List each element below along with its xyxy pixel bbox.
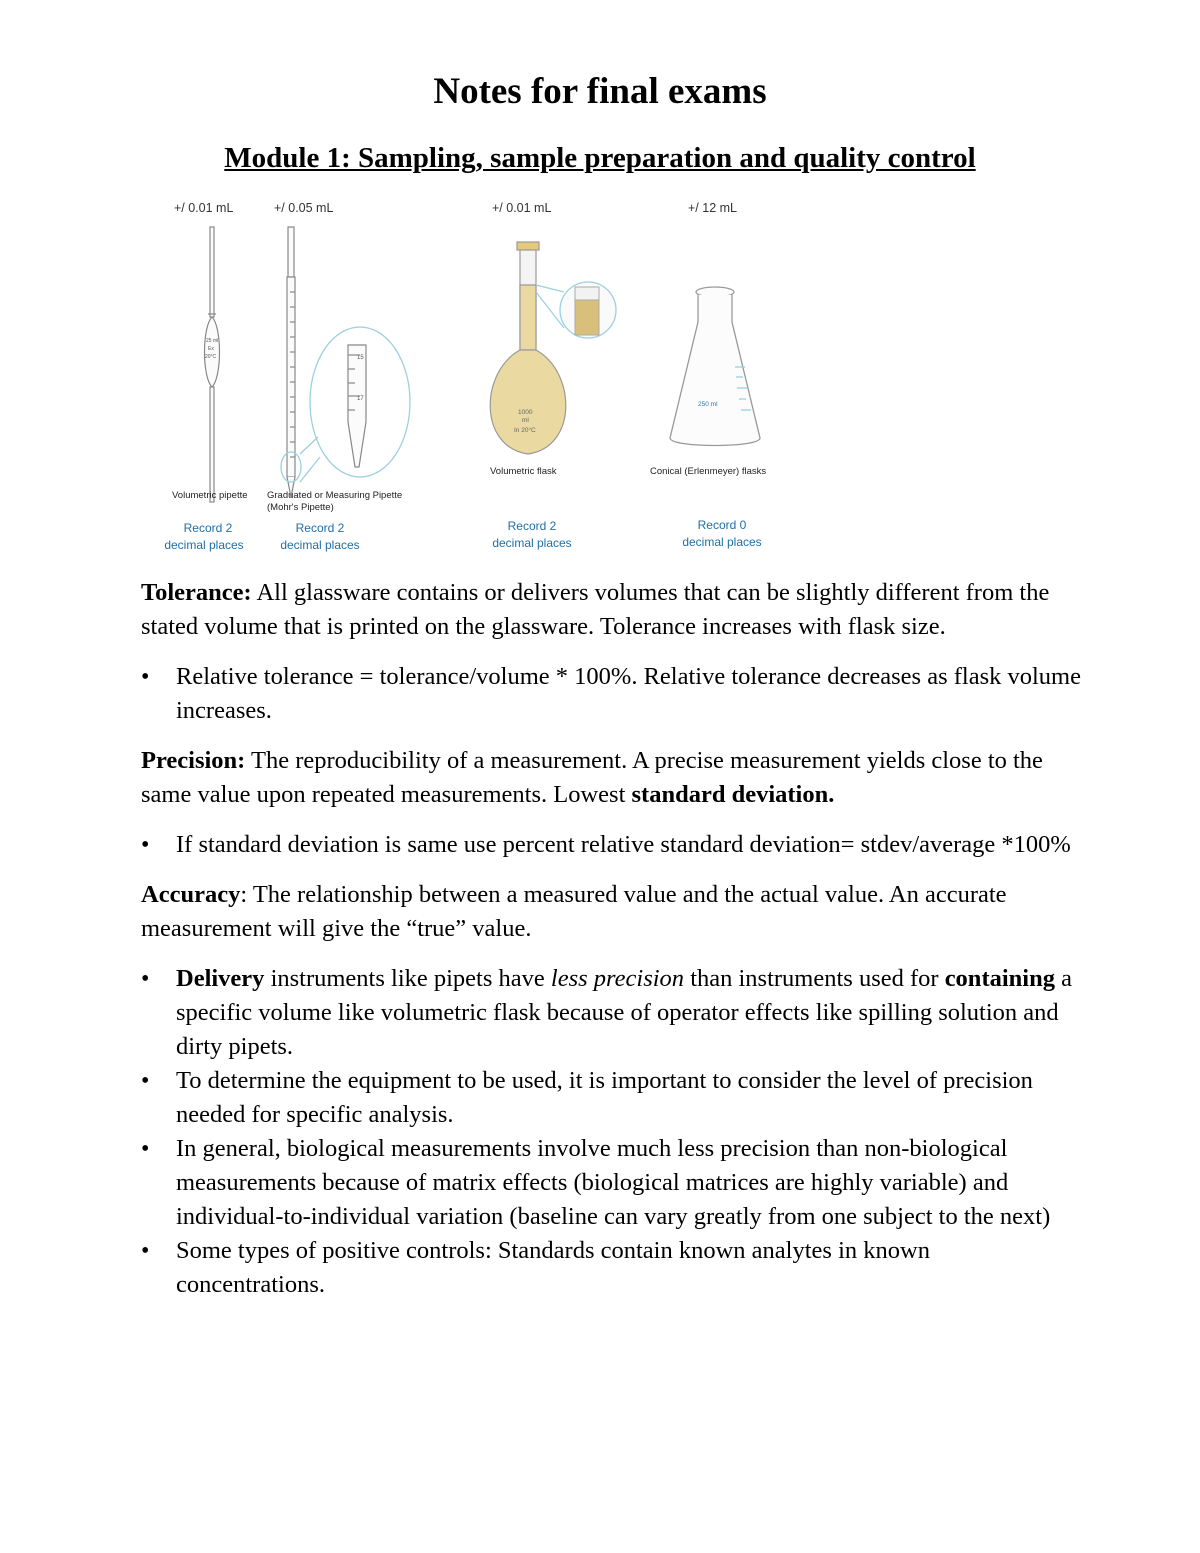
record-mohr: Record 2 <box>295 521 345 535</box>
record-pipette: Record 2 <box>183 521 233 535</box>
list-item: • In general, biological measurements involve much less precision than non-biological measurements because of matrix effects (biological matrices are highly variable) and individual-to-individual variation (baseline can vary greatly from one subject to the next) <box>141 1132 1081 1234</box>
pipette-bulb-label-3: 20°C <box>205 354 217 360</box>
list-item: • To determine the equipment to be used, it is important to consider the level of precision needed for specific analysis. <box>141 1064 1081 1132</box>
list-item: • Relative tolerance = tolerance/volume * 100%. Relative tolerance decreases as flask volume increases. <box>141 660 1081 728</box>
caption-mohr-pipette: Graduated or Measuring Pipette <box>267 490 403 501</box>
zoom-mark-17: 17 <box>357 396 364 402</box>
tolerance-term: Tolerance: <box>141 579 252 606</box>
mohr-zoom-circle <box>281 327 410 482</box>
precision-definition: The reproducibility of a measurement. A precise measurement yields close to the same value upon repeated measurements. Lowest <box>141 747 1043 808</box>
tolerance-label-pipette: +/ 0.01 mL <box>174 201 234 215</box>
tolerance-paragraph <box>141 576 1081 644</box>
flask-label-1: 1000 <box>518 409 533 416</box>
record-erlenmeyer-places: decimal places <box>682 535 762 549</box>
list-item <box>141 962 1081 1064</box>
precision-list <box>141 828 1081 862</box>
bullet-text: a specific volume like volumetric flask because of operator effects like spilling solution and dirty pipets. <box>176 965 1072 1060</box>
tolerance-label-volumetric-flask: +/ 0.01 mL <box>492 201 552 215</box>
pipette-bulb-label-1: 25 ml <box>206 338 219 344</box>
erlenmeyer-flask-drawing <box>670 287 760 446</box>
tolerance-label-mohr: +/ 0.05 mL <box>274 201 334 215</box>
precision-term: Precision: <box>141 747 246 774</box>
tolerance-list <box>141 660 1081 728</box>
record-pipette-places: decimal places <box>164 538 244 552</box>
accuracy-paragraph <box>141 878 1081 946</box>
record-erlenmeyer: Record 0 <box>697 518 747 532</box>
page-title: Notes for final exams <box>433 71 767 112</box>
accuracy-definition: : The relationship between a measured value and the actual value. An accurate measurement will give the “true” value. <box>141 881 1007 942</box>
accuracy-list <box>141 962 1081 1302</box>
tolerance-label-erlenmeyer: +/ 12 mL <box>688 201 737 215</box>
list-item: • If standard deviation is same use percent relative standard deviation= stdev/average *100% <box>141 828 1081 862</box>
tolerance-definition: All glassware contains or delivers volumes that can be slightly different from the stated volume that is printed on the glassware. Tolerance increases with flask size. <box>141 579 1050 640</box>
record-volumetric-flask-places: decimal places <box>492 536 572 550</box>
containing-term: containing <box>944 965 1055 992</box>
precision-paragraph <box>141 744 1081 812</box>
less-precision-term: less precision <box>550 965 685 992</box>
caption-mohr-pipette-2: (Mohr's Pipette) <box>267 502 334 513</box>
caption-volumetric-flask: Volumetric flask <box>490 466 557 477</box>
mohr-zoom-tube <box>348 345 366 467</box>
zoom-mark-15: 15 <box>357 355 364 361</box>
accuracy-term: Accuracy <box>141 881 241 908</box>
glassware-figure <box>150 192 870 562</box>
list-item: • Some types of positive controls: Standards contain known analytes in known concentrations. <box>141 1234 1081 1302</box>
volumetric-pipette-drawing <box>205 227 220 502</box>
record-mohr-places: decimal places <box>280 538 360 552</box>
module-heading: Module 1: Sampling, sample preparation and quality control <box>224 142 976 174</box>
record-volumetric-flask: Record 2 <box>507 519 557 533</box>
mohr-pipette-drawing <box>287 227 295 497</box>
caption-erlenmeyer: Conical (Erlenmeyer) flasks <box>650 466 767 477</box>
pipette-bulb-label-2: Ex <box>208 346 214 352</box>
delivery-term: Delivery <box>176 965 265 992</box>
precision-bold-end: standard deviation. <box>631 781 835 808</box>
flask-zoom-circle <box>536 282 616 338</box>
flask-label-3: In 20°C <box>514 427 536 434</box>
notes-body <box>141 576 1081 1318</box>
bullet-text: instruments like pipets have <box>264 965 551 992</box>
bullet-text: than instruments used for <box>684 965 945 992</box>
erlenmeyer-volume-label: 250 ml <box>698 401 718 408</box>
flask-label-2: ml <box>522 417 529 424</box>
caption-volumetric-pipette: Volumetric pipette <box>172 490 248 501</box>
